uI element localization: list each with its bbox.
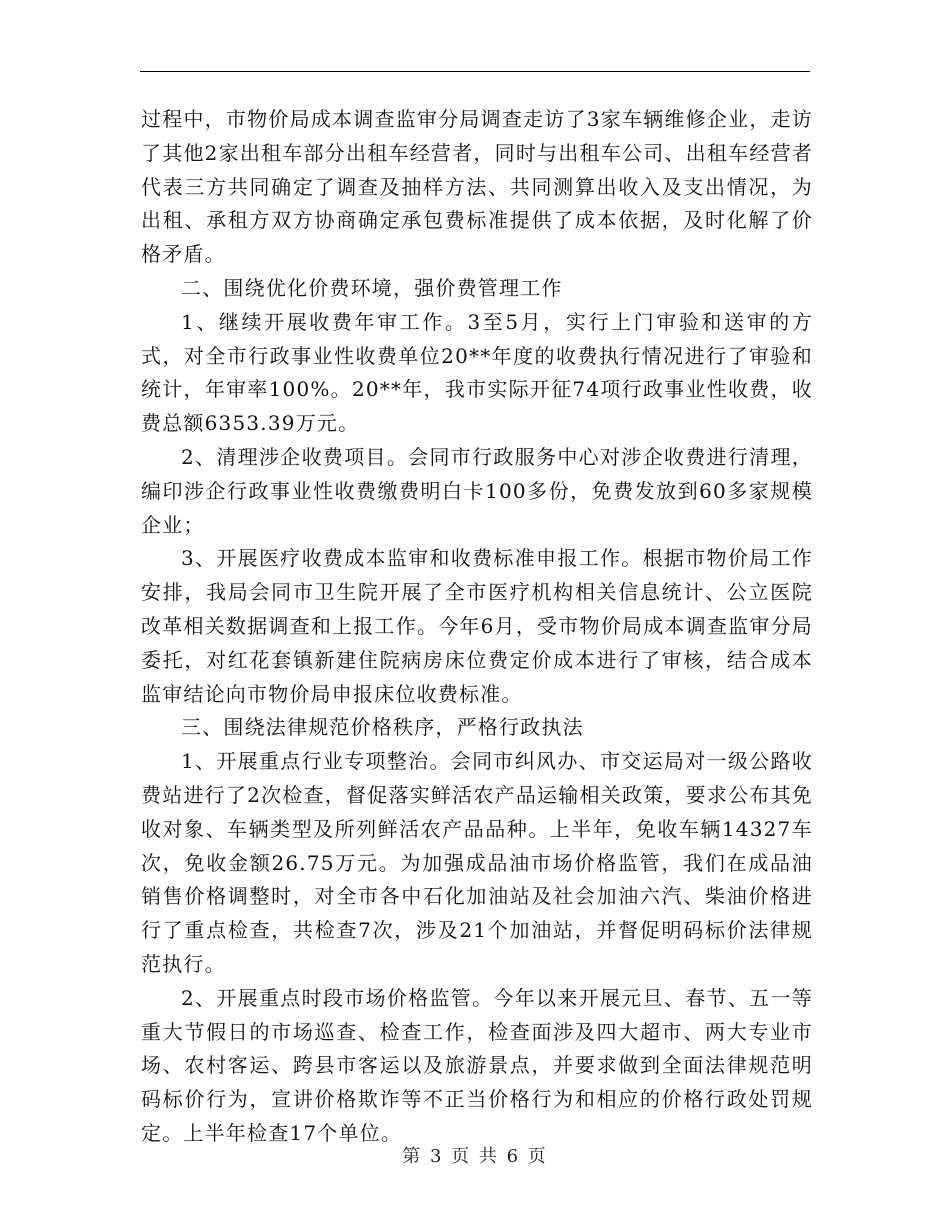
section-heading-2: 二、围绕优化价费环境，强价费管理工作 <box>181 275 563 300</box>
paragraph-3: 1、继续开展收费年审工作。3至5月，实行上门审验和送审的方式，对全市行政事业性收费单位20**年度的收费执行情况进行了审验和统计，年审率100%。20**年，我市实际开征74项行政事业性收费，收费总额6353.39万元。 <box>141 309 813 436</box>
paragraph-5: 3、开展医疗收费成本监审和收费标准申报工作。根据市物价局工作安排，我局会同市卫生院开展了全市医疗机构相关信息统计、公立医院改革相关数据调查和上报工作。今年6月，受市物价局成本调查监审分局委托，对红花套镇新建住院病房床位费定价成本进行了审核，结合成本监审结论向市物价局申报床位收费标准。 <box>141 546 813 706</box>
section-heading-3: 三、围绕法律规范价格秩序，严格行政执法 <box>181 715 584 740</box>
header-rule <box>140 71 810 72</box>
paragraph-7: 1、开展重点行业专项整治。会同市纠风办、市交运局对一级公路收费站进行了2次检查，督促落实鲜活农产品运输相关政策，要求公布其免收对象、车辆类型及所列鲜活农产品品种。上半年，免收车辆14327车次，免收金额26.75万元。为加强成品油市场价格监管，我们在成品油销售价格调整时，对全市各中石化加油站及社会加油六汽、柴油价格进行了重点检查，共检查7次，涉及21个加油站，并督促明码标价法律规范执行。 <box>141 749 813 976</box>
paragraph-4: 2、清理涉企收费项目。会同市行政服务中心对涉企收费进行清理，编印涉企行政事业性收费缴费明白卡100多份，免费发放到60多家规模企业； <box>141 444 813 537</box>
document-body <box>141 103 813 1151</box>
paragraph-1: 过程中，市物价局成本调查监审分局调查走访了3家车辆维修企业，走访了其他2家出租车部分出租车经营者，同时与出租车公司、出租车经营者代表三方共同确定了调查及抽样方法、共同测算出收入及支出情况，为出租、承租方双方协商确定承包费标准提供了成本依据，及时化解了价格矛盾。 <box>141 107 813 267</box>
paragraph-8: 2、开展重点时段市场价格监管。今年以来开展元旦、春节、五一等重大节假日的市场巡查、检查工作，检查面涉及四大超市、两大专业市场、农村客运、跨县市客运以及旅游景点，并要求做到全面法律规范明码标价行为，宣讲价格欺诈等不正当价格行为和相应的价格行政处罚规定。上半年检查17个单位。 <box>141 985 813 1145</box>
page-number-footer: 第 3 页 共 6 页 <box>402 1146 548 1167</box>
